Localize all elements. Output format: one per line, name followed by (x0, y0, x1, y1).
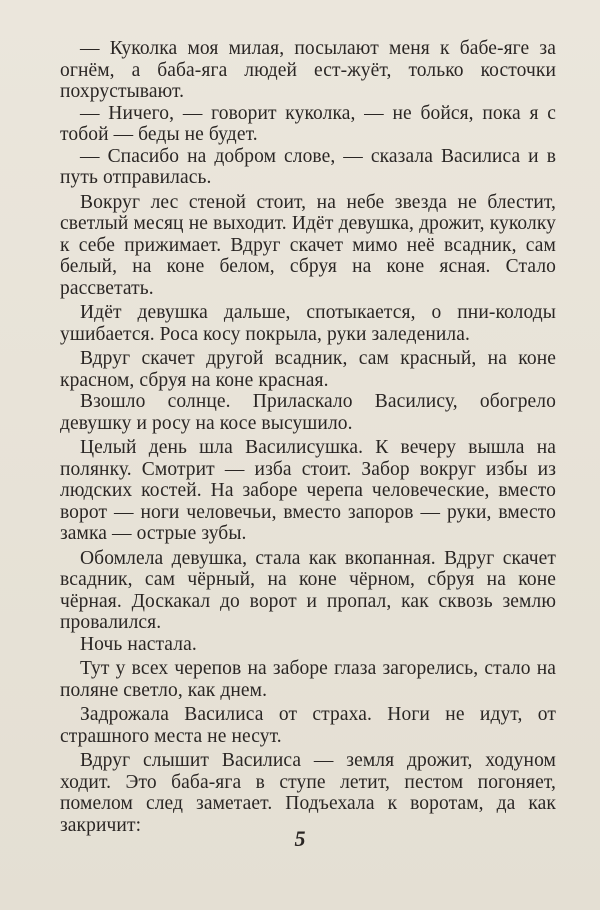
page-number: 5 (294, 826, 306, 851)
paragraph-5: Идёт девушка дальше, спотыкается, о пни-колоды ушибается. Роса косу покрыла, руки заледенила. (60, 302, 556, 345)
paragraph-10: Ночь настала. (80, 633, 197, 655)
paragraph-6: Вдруг скачет другой всадник, сам красный, на коне красном, сбруя на коне красная. (60, 348, 556, 391)
paragraph-7: Взошло солнце. Приласкало Василису, обогрело девушку и росу на косе высушило. (60, 391, 556, 434)
paragraph-4: Вокруг лес стеной стоит, на небе звезда не блестит, светлый месяц не выходит. Идёт девушка, дрожит, куколку к себе прижимает. Вдруг скачет мимо неё всадник, сам белый, на коне белом, сбруя на коне ясная. Стало рассветать. (60, 191, 556, 299)
paragraph-12: Задрожала Василиса от страха. Ноги не идут, от страшного места не несут. (60, 704, 556, 747)
paragraph-3: — Спасибо на добром слове, — сказала Василиса и в путь отправилась. (60, 145, 556, 188)
paragraph-13: Вдруг слышит Василиса — земля дрожит, ходуном ходит. Это баба-яга в ступе летит, пестом погоняет, помелом след заметает. Подъехала к воротам, да как закричит: (60, 750, 556, 836)
paragraph-11: Тут у всех черепов на заборе глаза загорелись, стало на поляне светло, как днем. (60, 658, 556, 701)
paragraph-9: Обомлела девушка, стала как вкопанная. Вдруг скачет всадник, сам чёрный, на коне чёрном, сбруя на коне чёрная. Доскакал до ворот и пропал, как сквозь землю провалился. (60, 547, 556, 633)
paragraph-8: Целый день шла Василисушка. К вечеру вышла на полянку. Смотрит — изба стоит. Забор вокруг избы из людских костей. На заборе черепа человеческие, вместо ворот — ноги человечьи, вместо запоров — руки, вместо замка — острые зубы. (60, 437, 556, 544)
paragraph-2: — Ничего, — говорит куколка, — не бойся, пока я с тобой — беды не будет. (60, 102, 556, 145)
paragraph-1: — Куколка моя милая, посылают меня к бабе-яге за огнём, а баба-яга людей ест-жуёт, только косточки похрустывают. (60, 38, 556, 102)
